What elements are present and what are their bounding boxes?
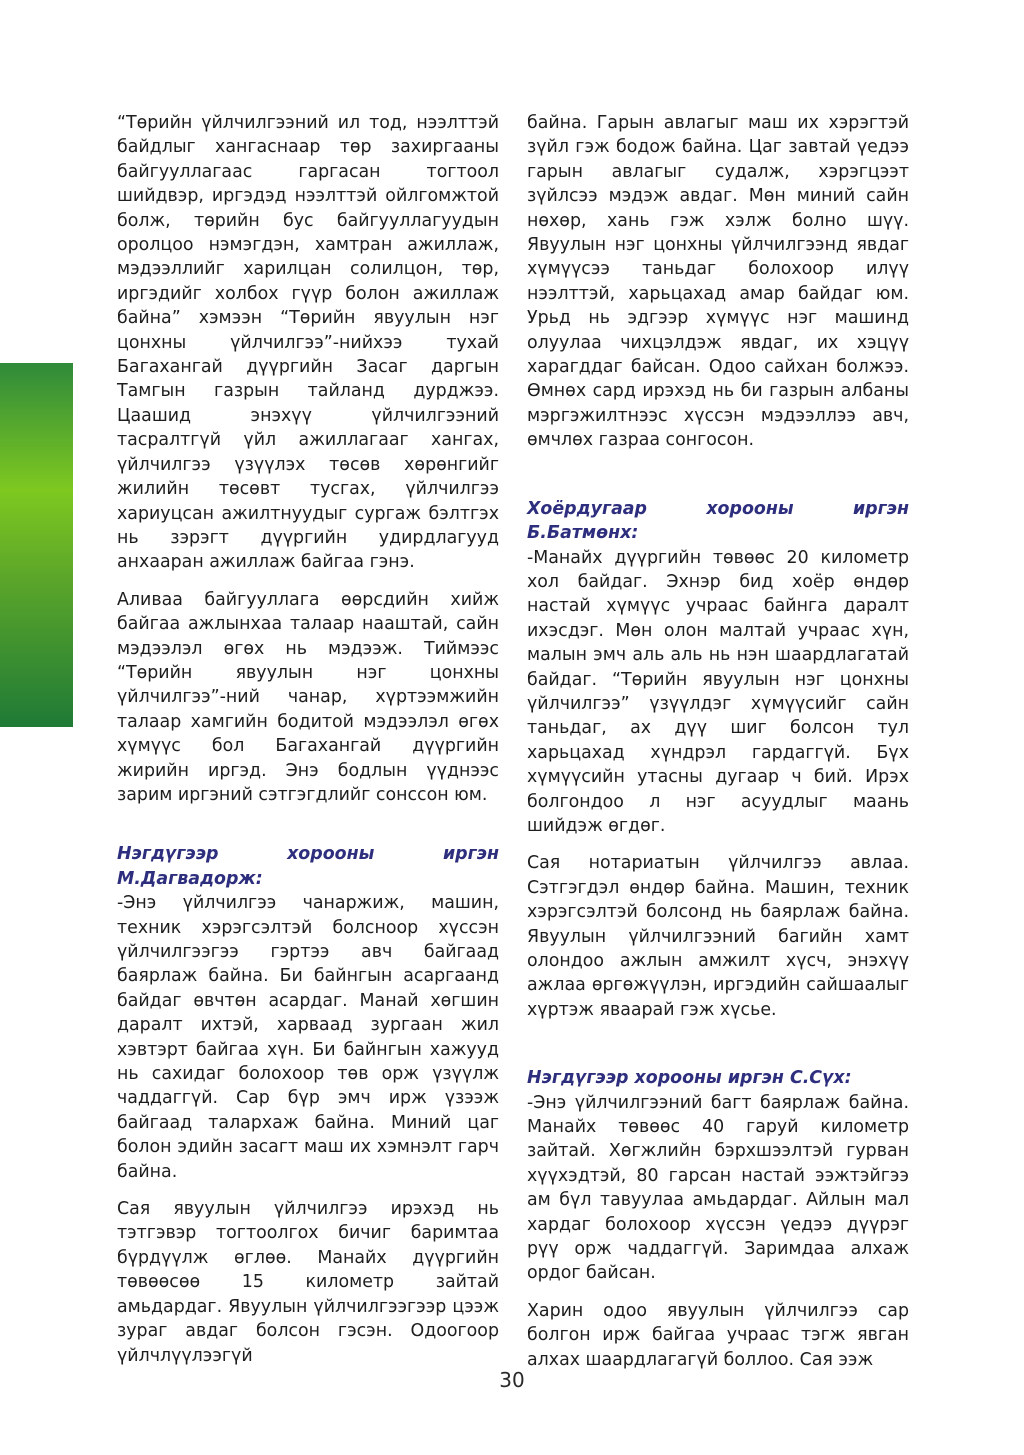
right-column <box>527 111 909 1372</box>
left-paragraph-2: Аливаа байгууллага өөрсдийн хийж байгаа ажлынхаа талаар нааштай, сайн мэдээлэл өгөх нь мэдээж. Тиймээс “Төрийн явуулын нэг цонхны үйлчилгээ”-ний чанар, хүртээмжийн талаар хамгийн бодитой мэдээлэл өгөх хүмүүс бол Багахангай дүүргийн жирийн иргэд. Энэ бодлын үүднээс зарим иргэний сэтгэгдлийг сонссон юм. <box>117 589 499 805</box>
right-paragraph-3: Сая нотариатын үйлчилгээ авлаа. Сэтгэгдэл өндөр байна. Машин, техник хэрэгсэлтэй болсонд нь баярлаж байна. Явуулын үйлчилгээний багийн хамт олондоо ажлын амжилт хүсч, энэхүү ажлаа өргөжүүлэн, иргэдийн сайшаалыг хүртэж яваарай гэж хүсье. <box>527 853 909 1020</box>
left-paragraph-1: “Төрийн үйлчилгээний ил тод, нээлттэй байдлыг хангаснаар төр захиргааны байгууллагаас гаргасан тогтоол шийдвэр, иргэдэд нээлттэй ойлгомжтой болж, төрийн бус байгууллагуудын оролцоо нэмэгдэн, хамтран ажиллаж, мэдээллийг харилцан солилцон, төр, иргэдийг холбох гүүр болон ажиллаж байна” хэмээн “Төрийн явуулын нэг цонхны үйлчилгээ”-нийхээ тухай Багахангай дүүргийн Засаг даргын Тамгын газрын тайланд дурджээ. Цаашид энэхүү үйлчилгээний тасралтгүй үйл ажиллагааг хангах, үйлчилгээ үзүүлэх төсөв хөрөнгийг жилийн төсөвт тусгах, үйлчилгээ хариуцсан ажилтнуудыг сургаж бэлтгэх нь зэрэгт дүүргийн удирдлагууд анхааран ажиллаж байгаа гэнэ. <box>117 113 499 573</box>
interviewee-heading-sukh: Нэгдүгээр хорооны иргэн С.Сүх: <box>527 1068 852 1089</box>
right-paragraph-5: Харин одоо явуулын үйлчилгээ сар болгон ирж байгаа учраас тэгж явган алхах шаардлагагүй боллоо. Сая ээж <box>527 1300 909 1370</box>
left-column <box>117 111 499 1368</box>
left-paragraph-3: -Энэ үйлчилгээ чанаржиж, машин, техник хэрэгсэлтэй болсноор хүссэн үйлчилгээгээ гэртээ авч байгаад баярлаж байна. Би байнгын асаргаанд байдаг өвчтөн асардаг. Манай хөгшин даралт ихтэй, харваад зургаан жил хэвтэрт байгаа хүн. Би байнгын хажууд нь сахидаг болохоор төв орж үзүүлж чаддаггүй. Сар бүр эмч ирж үзээж байгаад талархаж байна. Миний цаг болон эдийн засагт маш их хэмнэлт гарч байна. <box>117 893 499 1182</box>
interviewee-heading-batmunkh: Хоёрдугаар хорооны иргэн Б.Батмөнх: <box>527 498 909 544</box>
right-paragraph-4: -Энэ үйлчилгээний багт баярлаж байна. Манайх төвөөс 40 гаруй километр зайтай. Хөгжлийн бэрхшээлтэй гурван хүүхэдтэй, 80 гарсан настай ээжтэйгээ ам бүл тавуулаа амьдардаг. Айлын мал хардаг болохоор хүссэн үедээ дүүрэг рүү орж чаддаггүй. Заримдаа алхаж ордог байсан. <box>527 1092 909 1284</box>
interviewee-heading-dagvadorj: Нэгдүгээр хорооны иргэн М.Дагвадорж: <box>117 844 499 889</box>
right-paragraph-2: -Манайх дүүргийн төвөөс 20 километр хол байдаг. Эхнэр бид хоёр өндөр настай хүмүүс учраас байнга даралт ихэсдэг. Мөн олон малтай учраас хүн, малын эмч аль аль нь нэн шаардлагатай байдаг. “Төрийн явуулын нэг цонхны үйлчилгээ” үзүүлдэг хүмүүсийг сайн таньдаг, ах дүү шиг болсон тул харьцахад хүндрэл гардаггүй. Бүх хүмүүсийн утасны дугаар ч бий. Ирэх болгондоо л нэг асуудлыг маань шийдэж өгдөг. <box>527 547 909 836</box>
left-paragraph-4: Сая явуулын үйлчилгээ ирэхэд нь тэтгэвэр тогтоолгох бичиг баримтаа бүрдүүлж өглөө. Манайх дүүргийн төвөөсөө 15 километр зайтай амьдардаг. Явуулын үйлчилгээгээр цээж зураг авдаг болсон гэсэн. Одоогоор үйлчлүүлээгүй <box>117 1199 499 1366</box>
page-number: 30 <box>499 1368 525 1392</box>
right-paragraph-1: байна. Гарын авлагыг маш их хэрэгтэй зүйл гэж бодож байна. Цаг завтай үедээ гарын авлагыг судалж, хэрэгцээт зүйлсээ мэдэж авдаг. Мөн миний сайн нөхөр, хань гэж хэлж болно шүү. Явуулын нэг цонхны үйлчилгээнд явдаг хүмүүсээ таньдаг болохоор илүү нээлттэй, харьцахад амар байдаг юм. Урьд нь эдгээр хүмүүс нэг машинд олуулаа чихцэлдэж явдаг, их хэцүү харагддаг байсан. Одоо сайхан болжээ. Өмнөх сард ирэхэд нь би газрын албаны мэргэжилтнээс хүссэн мэдээллээ авч, өмчлөх газраа сонгосон. <box>527 113 909 451</box>
green-side-tab <box>0 363 73 727</box>
